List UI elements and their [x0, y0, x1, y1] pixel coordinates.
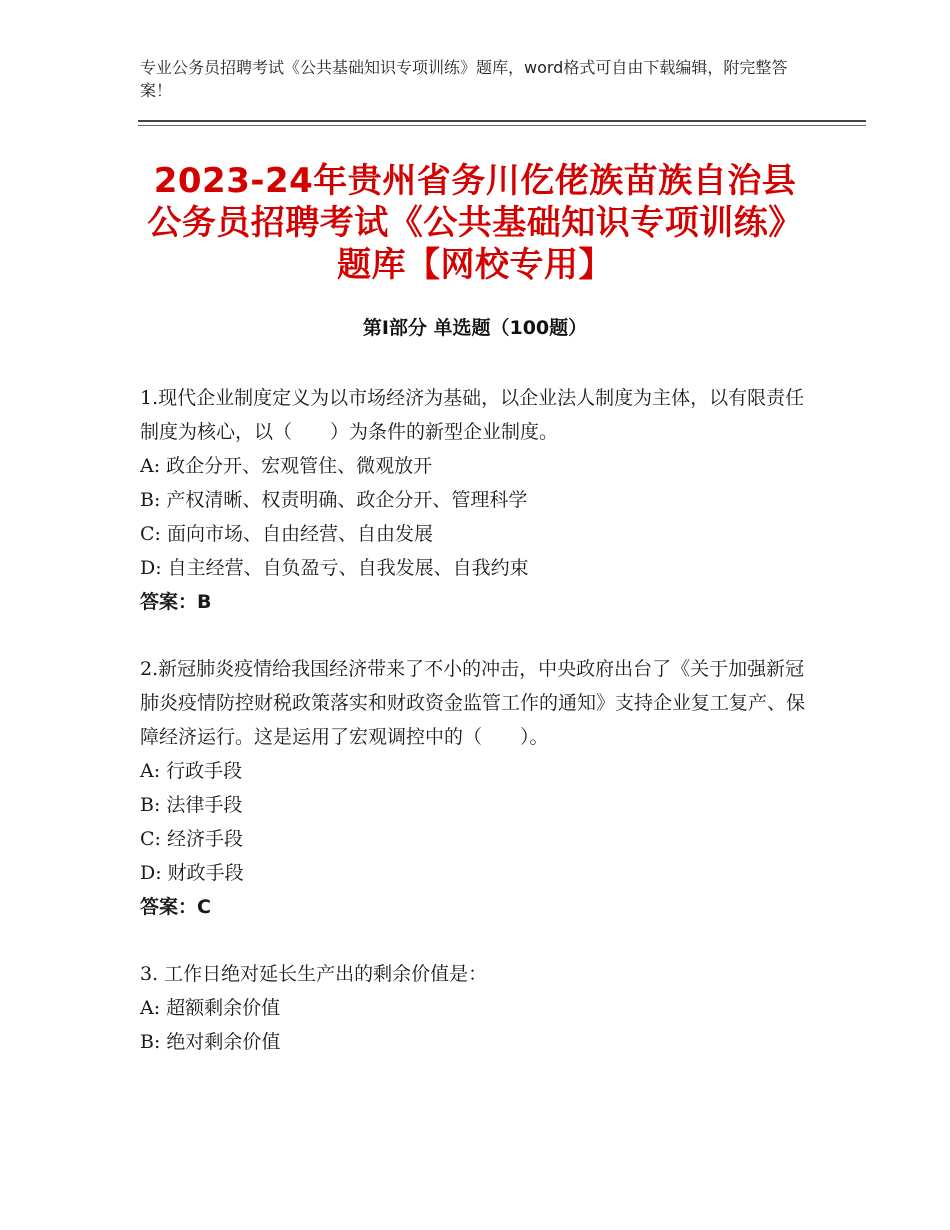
header-divider-thick [138, 120, 866, 122]
question-option-a: A: 政企分开、宏观管住、微观放开 [140, 455, 433, 477]
question-list [140, 381, 810, 1092]
header-note: 专业公务员招聘考试《公共基础知识专项训练》题库，word格式可自由下载编辑，附完整答案！ [140, 58, 788, 100]
question-option-c: C: 面向市场、自由经营、自由发展 [140, 523, 433, 545]
question-option-b: B: 绝对剩余价值 [140, 1031, 281, 1053]
question-option-d: D: 财政手段 [140, 862, 244, 884]
question-3 [140, 957, 810, 1059]
document-title: 2023-24年贵州省务川仡佬族苗族自治县公务员招聘考试《公共基础知识专项训练》题库【网校专用】 [147, 161, 803, 285]
header-divider-thin [138, 125, 866, 126]
question-2 [140, 652, 810, 924]
question-option-b: B: 产权清晰、权责明确、政企分开、管理科学 [140, 489, 528, 511]
question-answer: 答案：B [140, 591, 212, 613]
question-option-b: B: 法律手段 [140, 794, 243, 816]
question-option-c: C: 经济手段 [140, 828, 243, 850]
question-option-d: D: 自主经营、自负盈亏、自我发展、自我约束 [140, 557, 529, 579]
question-answer: 答案：C [140, 896, 211, 918]
question-option-a: A: 超额剩余价值 [140, 997, 281, 1019]
question-1 [140, 381, 810, 619]
question-stem: 3. 工作日绝对延长生产出的剩余价值是： [140, 963, 488, 985]
question-stem: 2.新冠肺炎疫情给我国经济带来了不小的冲击，中央政府出台了《关于加强新冠肺炎疫情防控财税政策落实和财政资金监管工作的通知》支持企业复工复产、保障经济运行。这是运用了宏观调控中的（ ）。 [140, 658, 806, 748]
section-heading: 第Ⅰ部分 单选题（100题） [362, 317, 588, 339]
question-stem: 1.现代企业制度定义为以市场经济为基础，以企业法人制度为主体，以有限责任制度为核心，以（ ）为条件的新型企业制度。 [140, 387, 805, 443]
question-option-a: A: 行政手段 [140, 760, 243, 782]
